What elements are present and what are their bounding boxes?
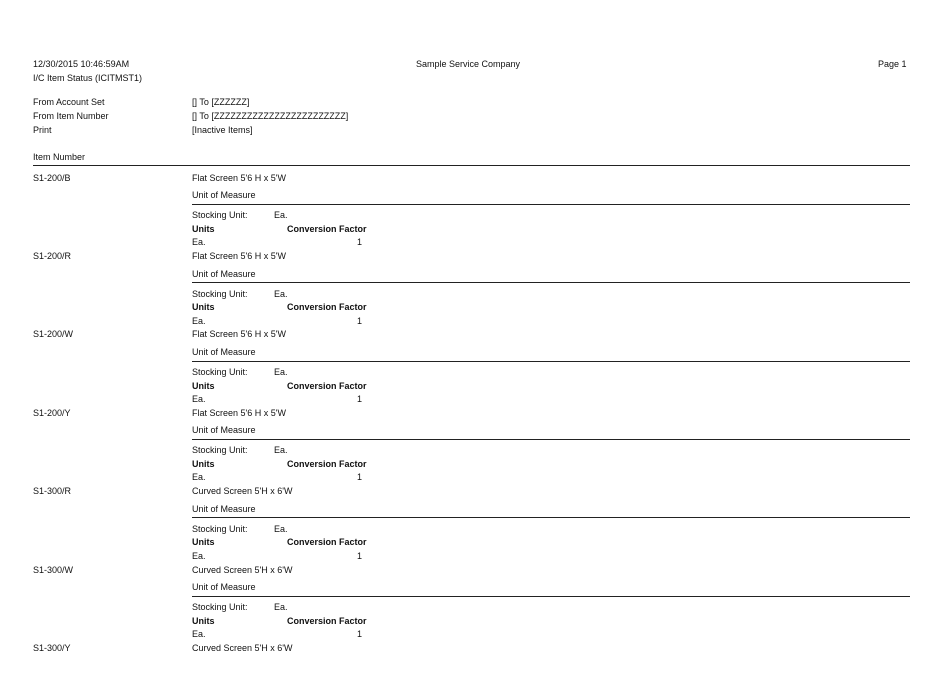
report-title: I/C Item Status (ICITMST1) xyxy=(33,73,143,83)
stocking-unit-label: Stocking Unit: xyxy=(192,524,248,534)
uom-section-label: Unit of Measure xyxy=(192,582,256,592)
conversion-factor-column-label: Conversion Factor xyxy=(287,381,367,391)
column-header-item-number: Item Number xyxy=(33,152,86,162)
uom-divider xyxy=(192,517,910,518)
conversion-factor-column-label: Conversion Factor xyxy=(287,616,367,626)
header-divider xyxy=(33,165,910,166)
stocking-unit-value: Ea. xyxy=(274,445,288,455)
uom-divider xyxy=(192,204,910,205)
uom-section-label: Unit of Measure xyxy=(192,425,256,435)
unit-value: Ea. xyxy=(192,316,206,326)
conversion-factor-value: 1 xyxy=(357,237,363,247)
unit-value: Ea. xyxy=(192,551,206,561)
uom-divider xyxy=(192,596,910,597)
item-number: S1-300/W xyxy=(33,565,74,575)
stocking-unit-value: Ea. xyxy=(274,289,288,299)
uom-divider xyxy=(192,361,910,362)
conversion-factor-value: 1 xyxy=(357,472,363,482)
conversion-factor-column-label: Conversion Factor xyxy=(287,459,367,469)
stocking-unit-label: Stocking Unit: xyxy=(192,367,248,377)
uom-divider xyxy=(192,439,910,440)
conversion-factor-value: 1 xyxy=(357,629,363,639)
item-number: S1-200/Y xyxy=(33,408,71,418)
units-column-label: Units xyxy=(192,381,215,391)
uom-divider xyxy=(192,282,910,283)
item-description: Flat Screen 5'6 H x 5'W xyxy=(192,251,286,261)
units-column-label: Units xyxy=(192,459,215,469)
criteria-value-range: [ZZZZZZZZZZZZZZZZZZZZZZZZ] xyxy=(211,111,349,121)
conversion-factor-column-label: Conversion Factor xyxy=(287,302,367,312)
criteria-label: From Item Number xyxy=(33,111,109,121)
criteria-label: Print xyxy=(33,125,52,135)
stocking-unit-value: Ea. xyxy=(274,524,288,534)
criteria-value-range: [ZZZZZZ] xyxy=(211,97,250,107)
unit-value: Ea. xyxy=(192,472,206,482)
uom-section-label: Unit of Measure xyxy=(192,269,256,279)
stocking-unit-value: Ea. xyxy=(274,602,288,612)
units-column-label: Units xyxy=(192,616,215,626)
item-description: Curved Screen 5'H x 6'W xyxy=(192,565,293,575)
uom-section-label: Unit of Measure xyxy=(192,504,256,514)
units-column-label: Units xyxy=(192,224,215,234)
conversion-factor-column-label: Conversion Factor xyxy=(287,224,367,234)
unit-value: Ea. xyxy=(192,237,206,247)
conversion-factor-value: 1 xyxy=(357,394,363,404)
item-number: S1-200/R xyxy=(33,251,72,261)
unit-value: Ea. xyxy=(192,394,206,404)
company-name: Sample Service Company xyxy=(416,59,521,69)
item-number: S1-200/W xyxy=(33,329,74,339)
units-column-label: Units xyxy=(192,537,215,547)
stocking-unit-value: Ea. xyxy=(274,210,288,220)
item-number: S1-200/B xyxy=(33,173,71,183)
item-number: S1-300/R xyxy=(33,486,72,496)
units-column-label: Units xyxy=(192,302,215,312)
stocking-unit-label: Stocking Unit: xyxy=(192,445,248,455)
uom-section-label: Unit of Measure xyxy=(192,190,256,200)
criteria-value-range: [Inactive Items] xyxy=(192,125,253,135)
report-datetime: 12/30/2015 10:46:59AM xyxy=(33,59,130,69)
criteria-value xyxy=(192,125,253,136)
page-number: Page 1 xyxy=(878,59,907,69)
criteria-value-prefix: [] To xyxy=(192,111,212,121)
stocking-unit-label: Stocking Unit: xyxy=(192,210,248,220)
stocking-unit-label: Stocking Unit: xyxy=(192,289,248,299)
item-description: Flat Screen 5'6 H x 5'W xyxy=(192,408,286,418)
item-description: Flat Screen 5'6 H x 5'W xyxy=(192,173,286,183)
conversion-factor-column-label: Conversion Factor xyxy=(287,537,367,547)
criteria-value xyxy=(192,97,249,108)
criteria-value xyxy=(192,111,348,122)
item-number: S1-300/Y xyxy=(33,643,71,653)
criteria-label: From Account Set xyxy=(33,97,105,107)
criteria-value-prefix: [] To xyxy=(192,97,212,107)
item-description: Curved Screen 5'H x 6'W xyxy=(192,643,293,653)
uom-section-label: Unit of Measure xyxy=(192,347,256,357)
stocking-unit-label: Stocking Unit: xyxy=(192,602,248,612)
item-description: Curved Screen 5'H x 6'W xyxy=(192,486,293,496)
stocking-unit-value: Ea. xyxy=(274,367,288,377)
conversion-factor-value: 1 xyxy=(357,551,363,561)
item-description: Flat Screen 5'6 H x 5'W xyxy=(192,329,286,339)
conversion-factor-value: 1 xyxy=(357,316,363,326)
unit-value: Ea. xyxy=(192,629,206,639)
